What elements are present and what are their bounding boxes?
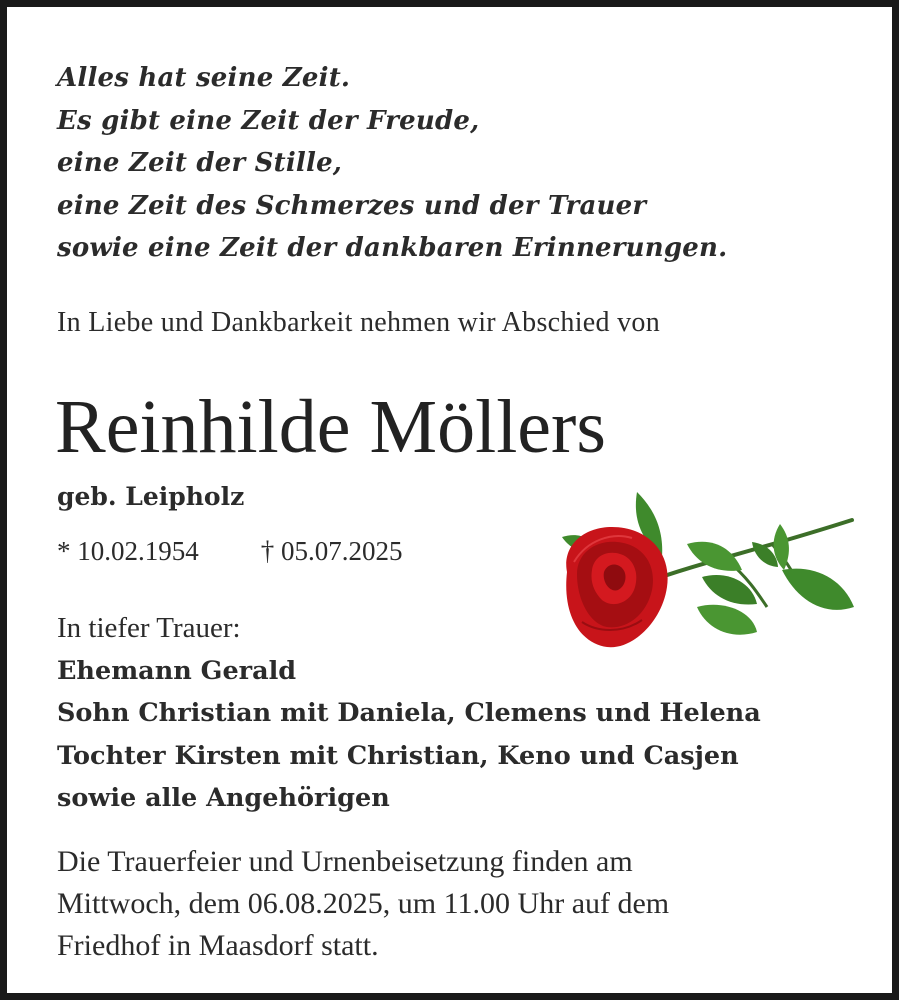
birth-date: * 10.02.1954 bbox=[57, 536, 199, 566]
rose-bloom bbox=[566, 527, 667, 647]
life-dates bbox=[57, 532, 403, 570]
poem-line: eine Zeit der Stille, bbox=[57, 148, 343, 178]
poem-line: eine Zeit des Schmerzes und der Trauer bbox=[57, 190, 647, 221]
mourner-line: Sohn Christian mit Daniela, Clemens und Helena bbox=[57, 698, 761, 728]
service-line: Friedhof in Maasdorf statt. bbox=[57, 929, 379, 962]
service-line: Mittwoch, dem 06.08.2025, um 11.00 Uhr auf dem bbox=[57, 887, 670, 920]
service-info bbox=[57, 841, 669, 967]
poem-line: Alles hat seine Zeit. bbox=[57, 63, 351, 93]
poem-line: sowie eine Zeit der dankbaren Erinnerungen. bbox=[57, 233, 728, 263]
maiden-name: geb. Leipholz bbox=[57, 482, 245, 511]
mourners-label: In tiefer Trauer: bbox=[57, 612, 241, 644]
rose-stem bbox=[647, 520, 852, 582]
poem-line: Es gibt eine Zeit der Freude, bbox=[57, 105, 480, 136]
farewell-intro: In Liebe und Dankbarkeit nehmen wir Abschied von bbox=[57, 307, 661, 338]
mourner-line: Ehemann Gerald bbox=[57, 655, 297, 686]
service-line: Die Trauerfeier und Urnenbeisetzung finden am bbox=[57, 845, 633, 878]
mourner-line: Tochter Kirsten mit Christian, Keno und Casjen bbox=[57, 740, 739, 771]
poem bbox=[57, 57, 727, 270]
death-date: † 05.07.2025 bbox=[260, 536, 403, 566]
red-rose-icon bbox=[552, 482, 862, 657]
mourner-line: sowie alle Angehörigen bbox=[57, 783, 390, 813]
deceased-name: Reinhilde Möllers bbox=[55, 385, 606, 469]
